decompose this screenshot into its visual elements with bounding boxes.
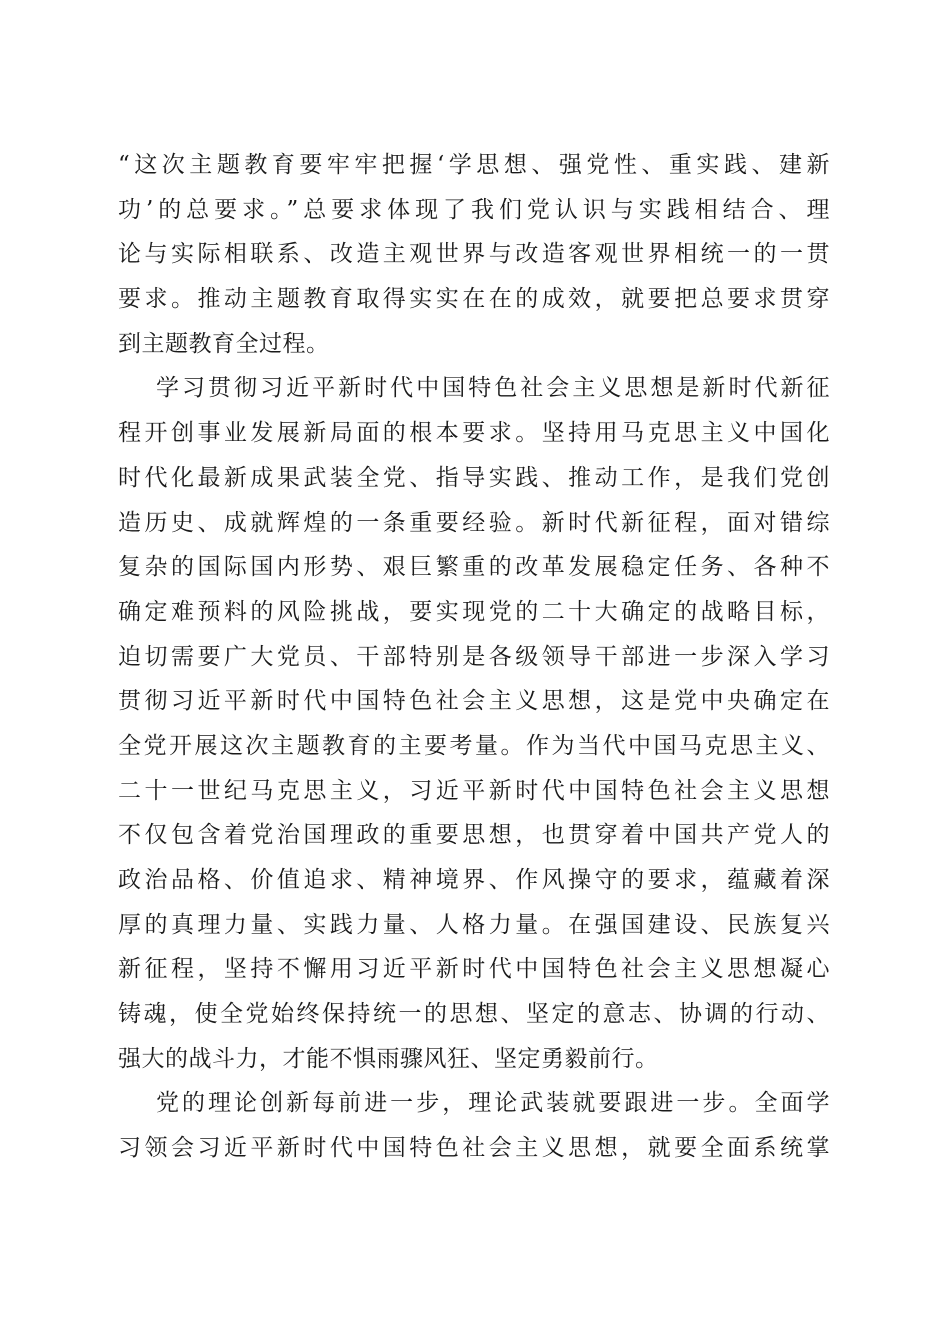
paragraph-line: 造历史、成就辉煌的一条重要经验。新时代新征程，面对错综 xyxy=(118,509,830,536)
paragraph-line: 习领会习近平新时代中国特色社会主义思想，就要全面系统掌 xyxy=(118,1135,830,1162)
paragraph-line: 铸魂，使全党始终保持统一的思想、坚定的意志、协调的行动、 xyxy=(118,1001,830,1028)
paragraph-line: 党的理论创新每前进一步，理论武装就要跟进一步。全面学 xyxy=(156,1090,830,1117)
paragraph-line: 迫切需要广大党员、干部特别是各级领导干部进一步深入学习 xyxy=(118,643,830,670)
paragraph-line: 厚的真理力量、实践力量、人格力量。在强国建设、民族复兴 xyxy=(118,911,830,938)
paragraph-line: 不仅包含着党治国理政的重要思想，也贯穿着中国共产党人的 xyxy=(118,822,830,849)
paragraph-line: 确定难预料的风险挑战，要实现党的二十大确定的战略目标， xyxy=(118,598,830,625)
paragraph-line: 学习贯彻习近平新时代中国特色社会主义思想是新时代新征 xyxy=(156,375,830,402)
paragraph-line: 强大的战斗力，才能不惧雨骤风狂、坚定勇毅前行。 xyxy=(118,1045,659,1072)
paragraph-line: 论与实际相联系、改造主观世界与改造客观世界相统一的一贯 xyxy=(118,241,830,268)
paragraph-line: 复杂的国际国内形势、艰巨繁重的改革发展稳定任务、各种不 xyxy=(118,554,830,581)
paragraph-line: 新征程，坚持不懈用习近平新时代中国特色社会主义思想凝心 xyxy=(118,956,830,983)
paragraph-line: 贯彻习近平新时代中国特色社会主义思想，这是党中央确定在 xyxy=(118,688,830,715)
paragraph-line: 全党开展这次主题教育的主要考量。作为当代中国马克思主义、 xyxy=(118,732,830,759)
paragraph-line: 程开创事业发展新局面的根本要求。坚持用马克思主义中国化 xyxy=(118,420,830,447)
paragraph-line: 功’的总要求。”总要求体现了我们党认识与实践相结合、理 xyxy=(118,196,830,223)
paragraph-line: “这次主题教育要牢牢把握‘学思想、强党性、重实践、建新 xyxy=(118,152,830,178)
document-body xyxy=(118,143,830,1171)
paragraph-line: 二十一世纪马克思主义，习近平新时代中国特色社会主义思想 xyxy=(118,777,830,804)
paragraph-line: 要求。推动主题教育取得实实在在的成效，就要把总要求贯穿 xyxy=(118,286,830,313)
paragraph-line: 政治品格、价值追求、精神境界、作风操守的要求，蕴藏着深 xyxy=(118,867,830,893)
paragraph-line: 时代化最新成果武装全党、指导实践、推动工作，是我们党创 xyxy=(118,464,830,491)
paragraph-line: 到主题教育全过程。 xyxy=(118,330,330,357)
